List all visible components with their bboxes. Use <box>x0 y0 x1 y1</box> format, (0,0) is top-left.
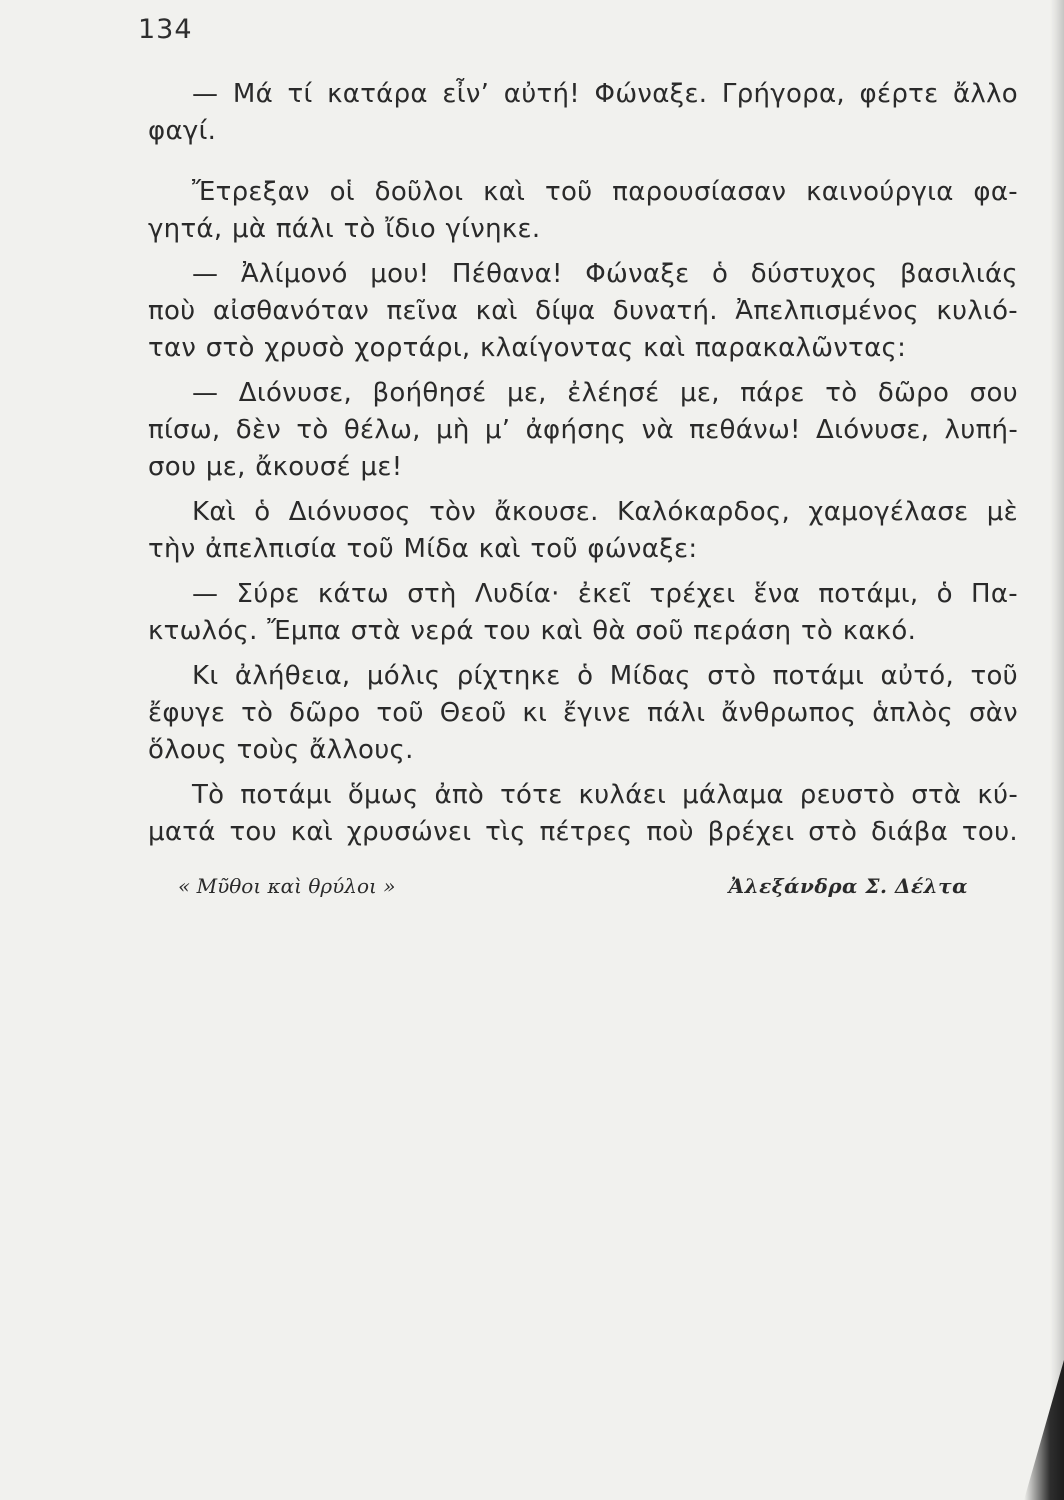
page-edge-shadow <box>1050 0 1064 1500</box>
text-line: σου με, ἄκουσέ με! <box>148 452 403 482</box>
author-name: Ἀλεξάνδρα Σ. Δέλτα <box>728 874 968 898</box>
text-line: φαγί. <box>148 116 217 146</box>
text-line: ταν στὸ χρυσὸ χορτάρι, κλαίγοντας καὶ παρακαλῶντας: <box>148 333 907 363</box>
text-line: — Σύρε κάτω στὴ Λυδία· ἐκεῖ τρέχει ἕνα ποτάμι, ὁ Πα- <box>192 579 1018 609</box>
page-number: 134 <box>138 14 193 45</box>
text-line: — Διόνυσε, βοήθησέ με, ἐλέησέ με, πάρε τὸ δῶρο σου <box>192 378 1018 408</box>
page-corner-shadow <box>1024 1360 1064 1500</box>
text-line: ἔφυγε τὸ δῶρο τοῦ Θεοῦ κι ἔγινε πάλι ἄνθρωπος ἁπλὸς σὰν <box>148 698 1018 728</box>
text-line: ματά του καὶ χρυσώνει τὶς πέτρες ποὺ βρέχει στὸ διάβα του. <box>148 817 1018 847</box>
text-line: τὴν ἀπελπισία τοῦ Μίδα καὶ τοῦ φώναξε: <box>148 534 698 564</box>
text-line: — Μά τί κατάρα εἶν’ αὐτή! Φώναξε. Γρήγορα, φέρτε ἄλλο <box>192 79 1018 109</box>
text-line: — Ἀλίμονό μου! Πέθανα! Φώναξε ὁ δύστυχος βασιλιάς <box>192 259 1018 289</box>
text-line: πίσω, δὲν τὸ θέλω, μὴ μ’ ἀφήσης νὰ πεθάνω! Διόνυσε, λυπή- <box>148 415 1018 445</box>
text-line: Καὶ ὁ Διόνυσος τὸν ἄκουσε. Καλόκαρδος, χαμογέλασε μὲ <box>192 497 1018 527</box>
body-text <box>148 76 1018 851</box>
text-line: Τὸ ποτάμι ὅμως ἀπὸ τότε κυλάει μάλαμα ρευστὸ στὰ κύ- <box>192 780 1018 810</box>
text-line: ποὺ αἰσθανόταν πεῖνα καὶ δίψα δυνατή. Ἀπελπισμένος κυλιό- <box>148 296 1018 326</box>
text-line: Κι ἀλήθεια, μόλις ρίχτηκε ὁ Μίδας στὸ ποτάμι αὐτό, τοῦ <box>192 661 1018 691</box>
text-line: Ἔτρεξαν οἱ δοῦλοι καὶ τοῦ παρουσίασαν καινούργια φα- <box>192 177 1018 207</box>
text-line: ὅλους τοὺς ἄλλους. <box>148 735 414 765</box>
text-line: κτωλός. Ἔμπα στὰ νερά του καὶ θὰ σοῦ περάση τὸ κακό. <box>148 616 917 646</box>
text-line: γητά, μὰ πάλι τὸ ἴδιο γίνηκε. <box>148 214 541 244</box>
source-title: « Μῦθοι καὶ θρύλοι » <box>178 874 396 898</box>
